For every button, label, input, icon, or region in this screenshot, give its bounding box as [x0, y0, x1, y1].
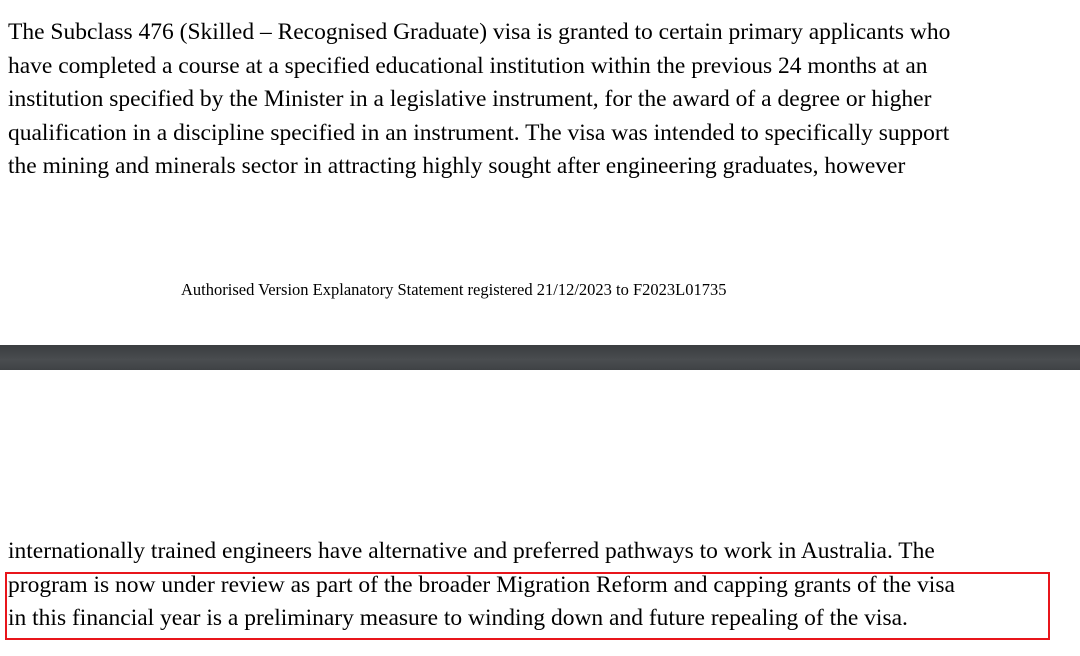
page-separator: [0, 345, 1080, 370]
page-footer: Authorised Version Explanatory Statement registered 21/12/2023 to F2023L01735: [181, 280, 727, 299]
paragraph-line: program is now under review as part of the broader Migration Reform and capping grants of the visa: [8, 571, 955, 598]
paragraph-line: have completed a course at a specified educational institution within the previous 24 months at an: [8, 52, 928, 79]
paragraph-line: the mining and minerals sector in attracting highly sought after engineering graduates, however: [8, 153, 906, 179]
paragraph-line: in this financial year is a preliminary measure to winding down and future repealing of the visa.: [8, 605, 908, 631]
document-page-2: [0, 370, 1080, 656]
paragraph-line: The Subclass 476 (Skilled – Recognised Graduate) visa is granted to certain primary applicants who: [8, 19, 951, 45]
paragraph-line: qualification in a discipline specified in an instrument. The visa was intended to specifically support: [8, 119, 950, 146]
red-highlight-box: [5, 572, 1050, 640]
body-paragraph-page-1: [8, 16, 1074, 184]
paragraph-line: internationally trained engineers have alternative and preferred pathways to work in Australia. The: [8, 538, 935, 564]
paragraph-line: institution specified by the Minister in a legislative instrument, for the award of a degree or higher: [8, 86, 932, 112]
